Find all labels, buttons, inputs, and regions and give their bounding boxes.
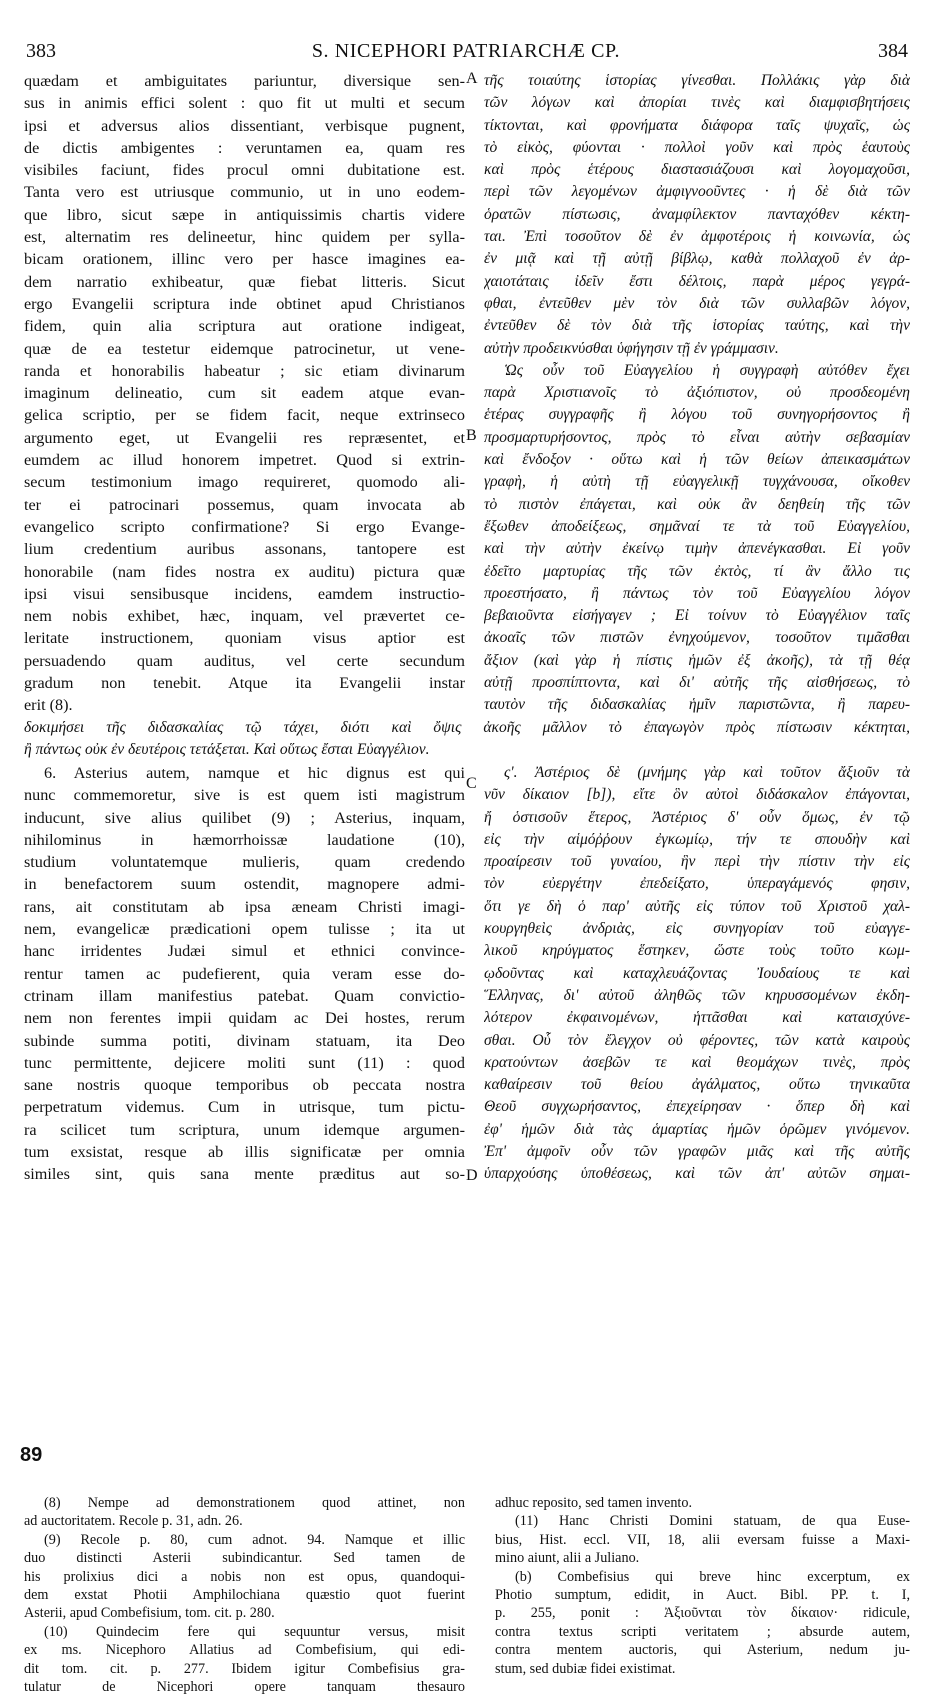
latin-text-line: persuadendo quam auditus, vel certe secundum	[24, 651, 465, 670]
latin-text-line: erit (8).	[24, 696, 73, 715]
footnote-line: mino aiunt, alii a Juliano.	[495, 1550, 640, 1567]
latin-text-line: leritate instructionem, quoniam visus aptior est	[24, 629, 465, 648]
greek-text-line: παρὰ Χριστιανοῖς τὸ ἀξιόπιστον, οὐ προσδεομένη	[484, 384, 910, 402]
latin-text-line: quædam et ambiguitates pariuntur, diversique sen-	[24, 72, 465, 90]
greek-text-line: καὶ ἔνδοξον · οὕτω καὶ ἡ τῶν θείων ἀπεικασμάτων	[484, 451, 910, 469]
greek-text-line: ἐν μιᾷ καὶ τῇ αὐτῇ βίβλῳ, καθὰ πολλαχοῦ ἐν ἀρ-	[484, 250, 910, 268]
greek-full-width-lines	[24, 717, 910, 762]
latin-text-line: sane nostris quoque temporibus ob peccata nostra	[24, 1076, 465, 1095]
greek-text-line: ἐδεῖτο μαρτυρίας τῆς τῶν ἐκτὸς, τί ἂν ἄλλο τις	[484, 562, 910, 580]
footnote-line: tulatur de Nicephori opere tanquam thesauro	[24, 1679, 465, 1696]
latin-text-line: tunc permittente, dejicere moliti sunt (11) : quod	[24, 1053, 465, 1072]
greek-text-line: ὅτι γε δὴ ὁ παρ' αὐτῆς εἰς τύπον τοῦ Χριστοῦ χαλ-	[484, 897, 910, 915]
footnote-line: p. 255, ponit : Ἀξιοῦνται τὸν δίκαιον· ridicule,	[495, 1605, 910, 1622]
greek-text-line: ἐφ' ἡμῶν διὰ τὰς ἁμαρτίας ἡμῶν ὁρῶμεν γινόμενον.	[484, 1120, 910, 1138]
greek-text-line: τίκτονται, καὶ φρονήματα διάφορα ταῖς ψυχαῖς, ὡς	[484, 116, 910, 134]
latin-text-line: ctrinam illam manifestius patebat. Quam convictio-	[24, 986, 465, 1005]
section-marker-c: C	[466, 775, 477, 792]
greek-text-line: χαιοτάταις ἰδεῖν ἔστι δέλτοις, παρὰ μέρος γεγρά-	[484, 272, 910, 290]
greek-text-line: Ὡς οὖν τοῦ Εὐαγγελίου ἡ συγγραφὴ αὐτόθεν ἔχει	[504, 361, 910, 379]
latin-text-line: nem nobis exhibet, hæc, inquam, vel prævertet ce-	[24, 607, 465, 626]
latin-text-line: gradum non tenebit. Atque ita Evangelii instar	[24, 674, 465, 693]
margin-page-number: 89	[20, 1444, 43, 1466]
greek-text-line: προεστήσατο, ἢ πάντως τὸν τοῦ Εὐαγγελίου λόγον	[484, 584, 910, 602]
latin-text-line: rentur tamen ac pudefierent, quia veram esse do-	[24, 964, 465, 983]
greek-text-line: Ἐπ' ἀμφοῖν οὖν τῶν γραφῶν μιᾶς καὶ τῆς αὐτῆς	[484, 1143, 910, 1161]
latin-text-line: imaginum delineatio, cum sit eadem atque evan-	[24, 384, 465, 403]
greek-column-bottom	[484, 762, 910, 1186]
running-header	[22, 40, 910, 66]
footnote-line: (8) Nempe ad demonstrationem quod attinet, non	[44, 1495, 465, 1511]
footnote-line: dit tom. cit. p. 277. Ibidem igitur Combefisius gra-	[24, 1660, 465, 1677]
section-marker-d: D	[466, 1167, 478, 1184]
greek-text-line: ὑπαρχούσης ὑποθέσεως, καὶ τῶν ἀπ' αὐτῶν σημαι-	[484, 1165, 910, 1183]
greek-text-line: προαίρεσιν τοῦ γυναίου, ἣν περὶ τὴν πίστιν τὴν εἰς	[484, 853, 910, 871]
latin-text-line: Tanta vero est utriusque communio, ut in uno eodem-	[24, 183, 465, 202]
latin-text-line: honorabile (nam fides nostra ex auditu) pictura quæ	[24, 562, 465, 581]
footnote-line: Asterii, apud Combefisium, tom. cit. p. 280.	[24, 1605, 275, 1622]
latin-text-line: sus in animis effici solent : quo fit ut multi et secum	[24, 94, 465, 113]
latin-text-line: secum testimonium imago requireret, quomodo ali-	[24, 473, 465, 492]
greek-text-line: τῶν λόγων καὶ ἀπορίαι τινὲς καὶ διαμφισβητήσεις	[484, 94, 910, 112]
latin-text-line: nem, evangelicæ prædicationi opem tulisse ; ita ut	[24, 920, 465, 939]
footnote-line: contra textus scripti veritatem ; absurde autem,	[495, 1623, 910, 1640]
latin-text-line: subinde summa potiti, divinam statuam, ita Deo	[24, 1031, 465, 1050]
greek-text-line: βεβαιοῦντα εἰσήγαγεν ; Εἰ τοίνυν τὸ Εὐαγγέλιον ταῖς	[484, 607, 910, 625]
latin-text-line: ter ei patrocinari possemus, quam invocata ab	[24, 495, 465, 514]
greek-text-line: λικοῦ κηρύγματος ἕστηκεν, ὥστε τοὺς τοῦτο κωμ-	[484, 942, 910, 960]
greek-text-line: ἄξιον (καὶ γὰρ ἡ πίστις ἡμῶν ἐξ ἀκοῆς), τὰ τῇ θέᾳ	[484, 651, 910, 669]
greek-text-line: ἔξωθεν ἀποδείξεως, σημᾶναί τε τὰ τοῦ Εὐαγγελίου,	[484, 517, 910, 535]
footnotes-left	[24, 1494, 465, 1696]
greek-text-line: ἑτέρας συγγραφῆς ἢ λόγου τοῦ συνηγορήσοντος ἢ	[484, 406, 910, 424]
latin-text-line: bicam orationem, illinc vero per hasce imagines ea-	[24, 250, 465, 269]
page-number-right: 384	[878, 40, 908, 62]
footnote-line: (11) Hanc Christi Domini statuam, de qua Euse-	[515, 1513, 910, 1530]
footnote-line: (10) Quindecim fere qui sequuntur versus, misit	[44, 1623, 465, 1640]
latin-text-line: nihilominus in hæmorrhoissæ laudatione (10),	[24, 830, 465, 849]
greek-text-line: φθαι, ἐντεῦθεν μὲν τὸν διὰ τῶν συλλαβῶν λόγον,	[484, 294, 910, 312]
greek-text-line: προσμαρτυρήσοντος, πρὸς τὸ εἶναι αὐτὴν σεβασμίαν	[484, 428, 910, 446]
latin-text-line: in benefactorem suum ostendit, magnopere admi-	[24, 875, 465, 894]
latin-text-line: visibiles faciunt, fides procul omni dubitatione est.	[24, 161, 465, 180]
latin-text-line: gelica scriptio, per se fidem facit, neque extrinseco	[24, 406, 465, 425]
greek-text-line: ἐντεῦθεν δὲ τὸν διὰ τῆς ἱστορίας ταύτης, καὶ τὴν	[484, 317, 910, 335]
latin-text-line: dem narratio exhibeatur, quæ fiebat litteris. Sicut	[24, 272, 465, 291]
footnote-line: adhuc reposito, sed tamen invento.	[495, 1495, 692, 1511]
greek-text-line: αὐτὴν προδεικνύσθαι ὑφήγησιν τῇ ἐν γράμμασιν.	[484, 339, 779, 357]
latin-text-line: hanc irridentes Judæi simul et ethnici convince-	[24, 942, 465, 961]
latin-text-line: ipsi et adversus alios dissentiant, verbisque pugnent,	[24, 116, 465, 135]
greek-text-line: ἀκοαῖς τῶν πιστῶν ἐνηχούμενον, τοσοῦτον τιμᾶσθαι	[484, 629, 910, 647]
latin-text-line: de dictis ambigentes : veruntamen ea, quam res	[24, 138, 465, 157]
greek-text-line: δοκιμήσει τῆς διδασκαλίας τῷ τάχει, διότι καὶ ὄψις ἀκοῆς μᾶλλον τὸ ἐπαγωγὸν πρὸς πίστωσιν κέκτηται,	[24, 719, 910, 736]
latin-text-line: rans, ait constitutam ab ipsa æneam Christi imagi-	[24, 897, 465, 916]
greek-text-line: νῦν δίκαιον [b]), εἴτε ὃν αὐτοὶ διδάσκαλον ἐπάγονται,	[484, 786, 910, 804]
footnote-line: ex ms. Nicephoro Allatius ad Combefisium, qui edi-	[24, 1642, 465, 1659]
footnote-line: dem exstat Photii Amphilochiana quæstio quot fuerint	[24, 1587, 465, 1604]
greek-text-line: εἰς τὴν αἱμόῤῥουν ἐγκωμίῳ, τήν τε σπουδὴν καὶ	[484, 830, 910, 848]
latin-text-line: nunc commemoretur, sive is est quem isti magistrum	[24, 786, 465, 805]
greek-text-line: ἤ ὁστισοῦν ἕτερος, Ἀστέριος δ' οὖν ὅμως, ἐν τῷ	[484, 808, 910, 826]
latin-text-line: tum exsistat, resque ab illis significatæ per omnia	[24, 1143, 465, 1162]
footnote-line: bius, Hist. eccl. VII, 18, alii eversam fuisse a Maxi-	[495, 1531, 910, 1548]
greek-text-line: ται. Ἐπὶ τοσοῦτον δὲ ἐν ἀμφοτέροις ἡ κοινωνία, ὡς	[484, 228, 910, 246]
latin-text-line: argumento eget, ut Evangelii res repræsentet, et	[24, 428, 465, 447]
latin-text-line: quæ de ea testetur eidemque patrocinetur, ut vene-	[24, 339, 465, 358]
latin-text-line: lium credentium auribus assonans, tantopere est	[24, 540, 465, 559]
latin-text-line: est, alternatim res delineetur, hinc quidem per sylla-	[24, 228, 465, 247]
latin-text-line: perpetratum videmus. Cum in utrisque, tum pictu-	[24, 1098, 465, 1117]
greek-text-line: τῆς τοιαύτης ἱστορίας γίνεσθαι. Πολλάκις γὰρ διὰ	[484, 72, 910, 89]
greek-text-line: τὸ εἰκὸς, φύονται · πολλοὶ γοῦν καὶ πρὸς ἑαυτοὺς	[484, 138, 910, 156]
footnote-line: Photio sumptum, edidit, in Auct. Bibl. PP. t. I,	[495, 1587, 910, 1604]
footnote-line: his prolixius dici a nobis non est opus, quandoqui-	[24, 1568, 465, 1585]
latin-text-line: similes sint, quis sana mente præditus aut so-	[24, 1165, 465, 1184]
latin-text-line: evangelico scripto confirmatione? Si ergo Evange-	[24, 517, 465, 536]
latin-text-line: studium voluntatemque mulieris, quam credendo	[24, 853, 465, 872]
footnote-line: stum, sed dubiæ fidei existimat.	[495, 1660, 676, 1677]
greek-text-line: ῳδοῦντας καὶ καταχλευάζοντας Ἰουδαίους τε καὶ	[484, 964, 910, 982]
greek-text-line: λότερον ἐκφαινομένων, ἡττᾶσθαι καὶ καταισχύνε-	[484, 1009, 910, 1027]
greek-text-line: καὶ τὴν αὐτὴν ἐκείνῳ τιμὴν ἀπενέγκασθαι. Εἰ γοῦν	[484, 540, 910, 558]
greek-text-line: σθαι. Οὗ τὸν ἔλεγχον οὐ φέροντες, τῶν κατὰ καιροὺς	[484, 1031, 910, 1049]
footnotes-right	[495, 1494, 910, 1678]
latin-column-bottom	[24, 762, 465, 1186]
latin-text-line: que libro, sicut sæpe in antiquissimis chartis videre	[24, 205, 465, 224]
greek-text-line: ἢ πάντως οὐκ ἐν δευτέροις τετάξεται. Καὶ οὕτως ἔσται Εὐαγγέλιον.	[24, 741, 430, 759]
page-number-left: 383	[26, 40, 56, 62]
section-marker-b: B	[466, 427, 477, 444]
latin-text-line: ergo Evangelii scriptura inde obtinet apud Christianos	[24, 294, 465, 313]
footnote-line: ad auctoritatem. Recole p. 31, adn. 26.	[24, 1513, 243, 1530]
greek-text-line: τὸν εὐεργέτην ἐπεδείξατο, ὑπεραγάμενός φησιν,	[484, 875, 910, 893]
greek-text-line: καθαίρεσιν τοῦ θείου ἀγάλματος, οὕτω τηνικαῦτα	[484, 1076, 910, 1094]
latin-text-line: nem non ferentes impii quidam ac Dei hostes, rerum	[24, 1009, 465, 1028]
section-marker-a: A	[466, 70, 478, 87]
running-title: S. NICEPHORI PATRIARCHÆ CP.	[311, 40, 621, 62]
greek-text-line: καὶ πρὸς ἑτέρους διαστασιάζουσι καὶ λογομαχοῦσι,	[484, 161, 910, 179]
greek-text-line: ταυτὸν τῆς διδασκαλίας ἡμῖν παριστῶντα, ἢ παρευ-	[484, 696, 910, 714]
greek-column-top	[484, 70, 910, 717]
latin-text-line: ra scilicet tum scriptura, unum idemque argumen-	[24, 1120, 465, 1139]
greek-text-line: ὁρατῶν πίστωσις, ἀναμφίλεκτον πανταχόθεν κέκτη-	[484, 205, 910, 223]
greek-text-line: περὶ τῶν λεγομένων ἀμφιγνοοῦντες · ἡ δὲ διὰ τῶν	[484, 183, 910, 201]
latin-text-line: inducunt, sive alius quilibet (9) ; Asterius, inquam,	[24, 808, 465, 827]
footnote-line: (9) Recole p. 80, cum adnot. 94. Namque et illic	[44, 1531, 465, 1548]
footnote-line: duo distincti Asterii subindicantur. Sed tamen de	[24, 1550, 465, 1567]
latin-text-line: eumdem ac illud honorem impetret. Quod si extrin-	[24, 451, 465, 470]
greek-text-line: Θεοῦ συγχωρήσαντος, ἐπεχείρησαν · ὅπερ δὴ καὶ	[484, 1098, 910, 1116]
latin-text-line: 6. Asterius autem, namque et hic dignus est qui	[44, 764, 465, 782]
greek-text-line: αὐτῇ προσπίπτοντα, καὶ δι' αὐτῆς τῆς αἰσθήσεως, τὸ	[484, 674, 910, 692]
latin-column-top	[24, 70, 465, 717]
greek-text-line: τὸ πιστὸν ἐπάγεται, καὶ οὐκ ἂν δεηθείη τῆς τῶν	[484, 495, 910, 513]
footnote-line: contra mentem auctoris, qui Asterium, nedum ju-	[495, 1642, 910, 1659]
greek-text-line: κουργηθεὶς ἀνδριὰς, εἰς συνηγορίαν τοῦ εὐαγγε-	[484, 920, 910, 938]
footnote-line: (b) Combefisius qui breve hinc excerptum, ex	[515, 1568, 910, 1585]
greek-text-line: Ἕλληνας, δι' αὐτοῦ ἀληθῶς τῶν κηρυσσομένων ἐκδη-	[484, 986, 910, 1004]
greek-text-line: κρατούντων ἀσεβῶν τε καὶ θεομάχων τινὲς, πρὸς	[484, 1053, 910, 1071]
greek-text-line: γραφὴ, ἡ αὐτὴ τῇ εὐαγγελικῇ τυγχάνουσα, οἴκοθεν	[484, 473, 910, 491]
latin-text-line: ipsi visui sensibusque incidens, eamdem instructio-	[24, 584, 465, 603]
greek-text-line: ς'. Ἀστέριος δὲ (μνήμης γὰρ καὶ τοῦτον ἄξιοῦν τὰ	[504, 764, 910, 781]
latin-text-line: randa et honorabilis habeatur ; sic etiam divinarum	[24, 361, 465, 380]
latin-text-line: fidem, quin alia scriptura aut oratione indigeat,	[24, 317, 465, 336]
